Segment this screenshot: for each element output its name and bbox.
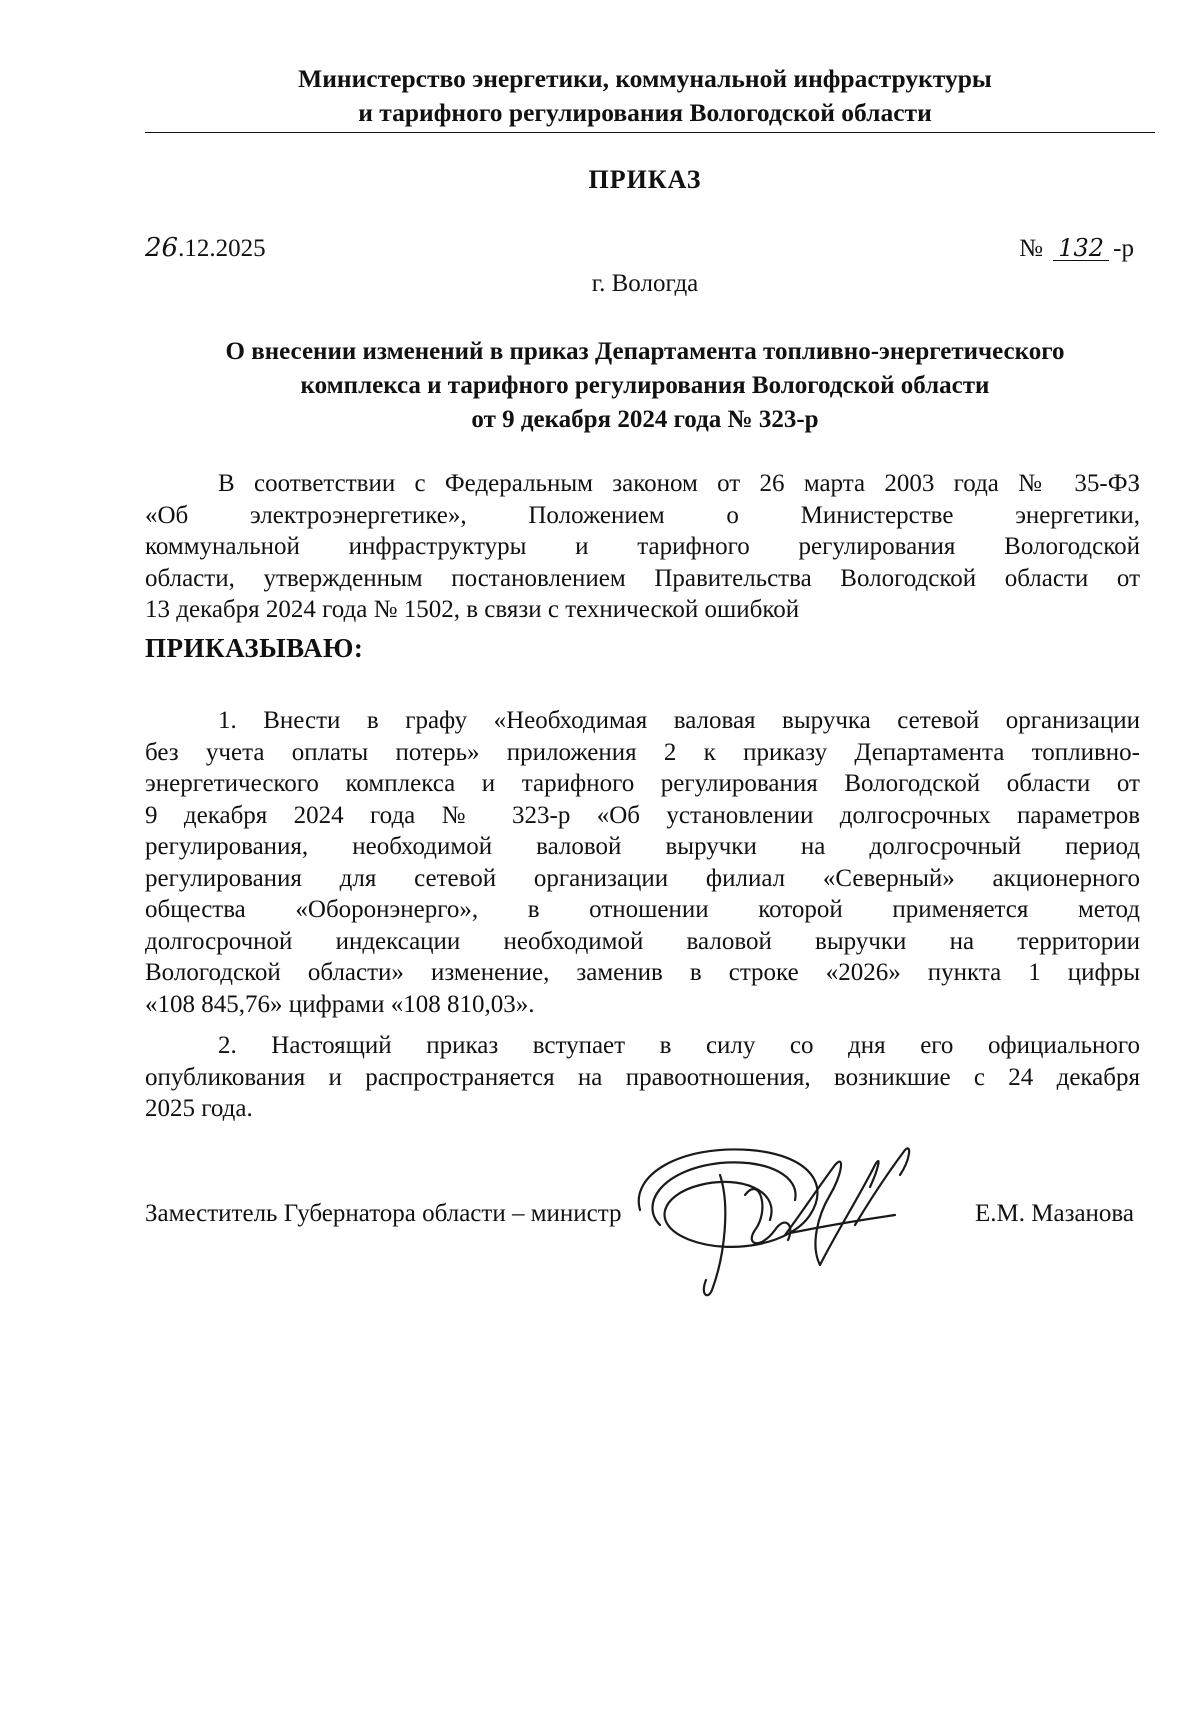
number-suffix: -р — [1113, 235, 1134, 262]
item1-line: долгосрочной индексации необходимой валовой выручки на территории — [145, 927, 1140, 955]
title-line-2: комплекса и тарифного регулирования Вологодской области — [300, 372, 990, 399]
order-directive: ПРИКАЗЫВАЮ: — [145, 633, 364, 663]
item1-line: без учета оплаты потерь» приложения 2 к приказу Департамента топливно- — [145, 738, 1140, 766]
date-day-handwritten: 26 — [145, 233, 179, 263]
preamble-line: 13 декабря 2024 года № 1502, в связи с технической ошибкой — [145, 596, 800, 623]
org-name-line-2: и тарифного регулирования Вологодской области — [358, 98, 932, 127]
document-type: ПРИКАЗ — [588, 165, 702, 194]
item1-line: Вологодской области» изменение, заменив в строке «2026» пункта 1 цифры — [145, 959, 1140, 986]
title-line-1: О внесении изменений в приказ Департамента топливно-энергетического — [225, 338, 1065, 365]
item1-line: общества «Оборонэнерго», в отношении которой применяется метод — [145, 896, 1140, 923]
preamble-line: области, утвержденным постановлением Правительства Вологодской области от — [145, 564, 1140, 592]
number-value-handwritten: 132 — [1053, 236, 1109, 261]
item1-line: регулирования, необходимой валовой выручки на долгосрочный период — [145, 833, 1140, 860]
document-title — [145, 335, 1145, 437]
item1-line: энергетического комплекса и тарифного регулирования Вологодской области от — [145, 770, 1140, 797]
preamble-paragraph — [145, 468, 1140, 626]
preamble-line: коммунальной инфраструктуры и тарифного регулирования Вологодской — [145, 533, 1140, 560]
item1-line: 9 декабря 2024 года № 323-р «Об установлении долгосрочных параметров — [145, 801, 1140, 829]
organization-header — [145, 62, 1145, 130]
order-item-2 — [145, 1030, 1140, 1125]
signatory-position: Заместитель Губернатора области – министр — [145, 1200, 622, 1227]
item1-line: регулирования для сетевой организации филиал «Северный» акционерного — [145, 864, 1140, 892]
handwritten-signature — [620, 1115, 930, 1315]
header-divider — [145, 132, 1155, 133]
document-number — [1019, 235, 1134, 263]
preamble-line: В соответствии с Федеральным законом от 26 марта 2003 года № 35-ФЗ — [218, 470, 1140, 497]
org-name-line-1: Министерство энергетики, коммунальной инфраструктуры — [298, 64, 992, 93]
document-city: г. Вологда — [591, 270, 699, 297]
item2-line: 2. Настоящий приказ вступает в силу со дня его официального — [218, 1032, 1140, 1059]
item1-line: «108 845,76» цифрами «108 810,03». — [145, 990, 535, 1018]
number-sign: № — [1019, 235, 1043, 262]
item2-line: опубликования и распространяется на правоотношения, возникшие с 24 декабря — [145, 1063, 1140, 1091]
title-line-3: от 9 декабря 2024 года № 323-р — [471, 406, 819, 433]
order-item-1 — [145, 705, 1140, 1020]
preamble-line: «Об электроэнергетике», Положением о Министерстве энергетики, — [145, 501, 1140, 529]
document-date — [145, 233, 266, 263]
date-month-year: .12.2025 — [178, 235, 266, 262]
item2-line: 2025 года. — [145, 1095, 253, 1122]
signatory-name: Е.М. Мазанова — [975, 1200, 1134, 1227]
item1-line: 1. Внести в графу «Необходимая валовая выручка сетевой организации — [218, 707, 1140, 734]
